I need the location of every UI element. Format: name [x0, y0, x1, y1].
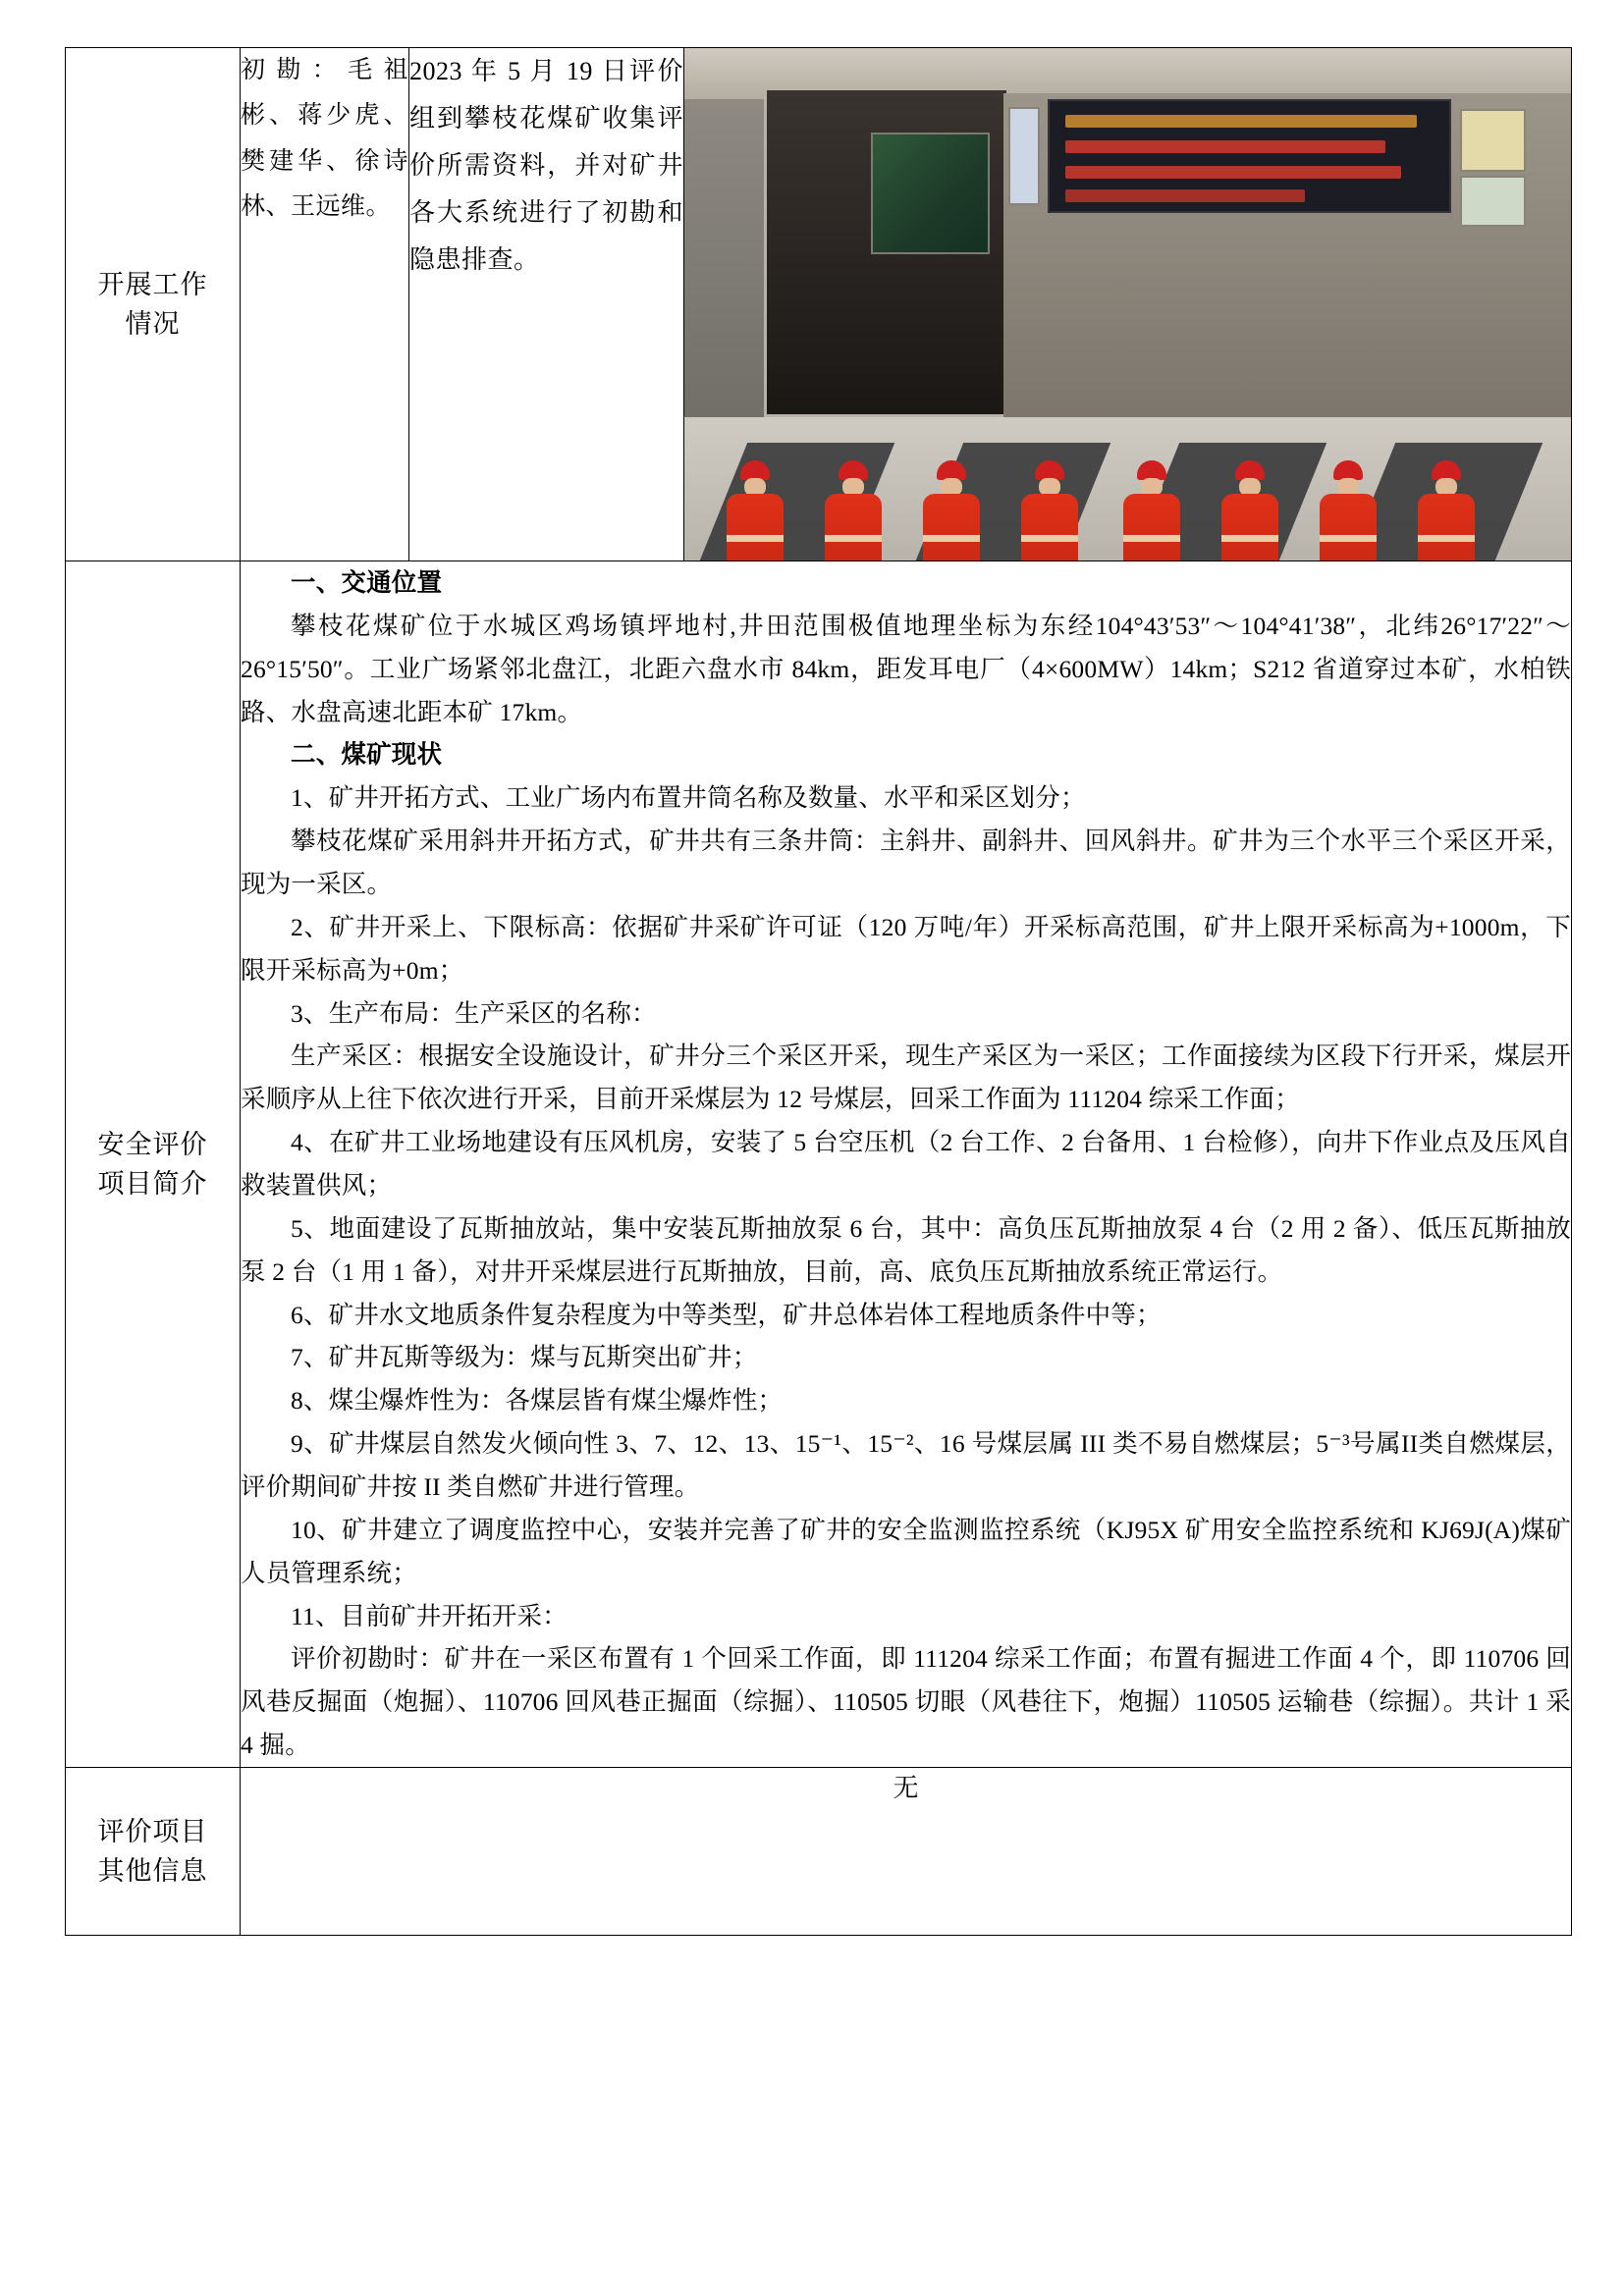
- reflective-stripe: [825, 535, 882, 542]
- project-intro-label-line-2: 项目简介: [97, 1169, 208, 1200]
- other-info-label-line-2: 其他信息: [97, 1856, 208, 1887]
- worker-suit: [1123, 494, 1180, 561]
- banner-text-line-2: [1065, 140, 1384, 153]
- photo-led-banner: [1048, 99, 1450, 213]
- photo-poster-right-bottom: [1460, 176, 1526, 227]
- reflective-stripe: [1021, 535, 1078, 542]
- intro-paragraph: 10、矿井建立了调度监控中心，安装并完善了矿井的安全监测监控系统（KJ95X 矿用安全监控系统和 KJ69J(A)煤矿人员管理系统；: [241, 1515, 1571, 1587]
- intro-paragraph: 生产采区：根据安全设施设计，矿井分三个采区开采，现生产采区为一采区；工作面接续为区段下行开采，煤层开采顺序从上往下依次进行开采，目前开采煤层为 12 号煤层，回采工作面为 111204 综采工作面；: [241, 1041, 1571, 1114]
- worker-suit: [1021, 494, 1078, 561]
- other-info-value: 无: [241, 1768, 1572, 1936]
- intro-paragraph: 二、煤矿现状: [291, 740, 443, 770]
- reflective-stripe: [1418, 535, 1475, 542]
- intro-paragraph: 3、生产布局：生产采区的名称：: [291, 998, 657, 1028]
- intro-paragraph: 11、目前矿井开拓开采：: [291, 1601, 568, 1630]
- worker-suit: [825, 494, 882, 561]
- work-status-label-line-2: 情况: [125, 309, 181, 339]
- intro-paragraph: 2、矿井开采上、下限标高：依据矿井采矿许可证（120 万吨/年）开采标高范围，矿井上限开采标高为+1000m，下限开采标高为+0m；: [241, 912, 1571, 985]
- worker-suit: [1221, 494, 1278, 561]
- photo-wall-mural: [871, 133, 990, 254]
- reflective-stripe: [727, 535, 784, 542]
- table-row-work-status: [66, 48, 1572, 561]
- intro-paragraph: 5、地面建设了瓦斯抽放站，集中安装瓦斯抽放泵 6 台，其中：高负压瓦斯抽放泵 4 台（2 用 2 备）、低压瓦斯抽放泵 2 台（1 用 1 备），对井开采煤层进行瓦斯抽放，目前，高、底负压瓦斯抽放系统正常运行。: [241, 1213, 1571, 1286]
- intro-paragraph: 评价初勘时：矿井在一采区布置有 1 个回采工作面，即 111204 综采工作面；布置有掘进工作面 4 个，即 110706 回风巷反掘面（炮掘）、110706 回风巷正掘面（综掘）、110505 切眼（风巷往下，炮掘）110505 运输巷（综掘）。共计 1 采 4 掘。: [241, 1644, 1571, 1760]
- banner-text-line-3: [1065, 166, 1400, 179]
- reflective-stripe: [1320, 535, 1377, 542]
- worker-suit: [1320, 494, 1377, 561]
- worker-suit: [1418, 494, 1475, 561]
- intro-paragraph: 4、在矿井工业场地建设有压风机房，安装了 5 台空压机（2 台工作、2 台备用、1 台检修），向井下作业点及压风自救装置供风；: [241, 1128, 1571, 1201]
- safety-evaluation-table: [65, 47, 1572, 1936]
- intro-paragraph: 攀枝花煤矿采用斜井开拓方式，矿井共有三条井筒：主斜井、副斜井、回风斜井。矿井为三个水平三个采区开采，现为一采区。: [241, 827, 1571, 899]
- site-photo: [684, 48, 1571, 561]
- intro-paragraph: 8、煤尘爆炸性为：各煤层皆有煤尘爆炸性；: [291, 1386, 784, 1415]
- work-status-photo-cell: [684, 48, 1572, 561]
- row-label-project-intro: [66, 561, 241, 1768]
- intro-paragraph: 攀枝花煤矿位于水城区鸡场镇坪地村,井田范围极值地理坐标为东经104°43′53″～104°41′38″，北纬26°17′22″～26°15′50″。工业广场紧邻北盘江，北距六盘水市 84km，距发耳电厂（4×600MW）14km；S212 省道穿过本矿，水柏铁路、水盘高速北距本矿 17km。: [241, 611, 1571, 726]
- reflective-stripe: [1123, 535, 1180, 542]
- worker-suit: [727, 494, 784, 561]
- table-row-project-intro: [66, 561, 1572, 1768]
- intro-paragraph: 1、矿井开拓方式、工业广场内布置井筒名称及数量、水平和采区划分；: [291, 783, 1086, 813]
- row-label-work-status: [66, 48, 241, 561]
- work-status-names: 初勘：毛祖彬、蒋少虎、樊建华、徐诗林、王远维。: [241, 48, 409, 561]
- photo-poster-left: [1008, 107, 1041, 205]
- photo-wall-left: [684, 99, 764, 472]
- project-intro-body: [241, 561, 1572, 1768]
- work-status-description: 2023 年 5 月 19 日评价组到攀枝花煤矿收集评价所需资料，并对矿井各大系统进行了初勘和隐患排查。: [409, 48, 684, 561]
- work-status-label-line-1: 开展工作: [97, 269, 208, 299]
- row-label-other-info: [66, 1768, 241, 1936]
- project-intro-label-line-1: 安全评价: [97, 1129, 208, 1159]
- intro-paragraph: 7、矿井瓦斯等级为：煤与瓦斯突出矿井；: [291, 1343, 758, 1372]
- other-info-label-line-1: 评价项目: [97, 1816, 208, 1846]
- table-row-other-info: [66, 1768, 1572, 1936]
- reflective-stripe: [1221, 535, 1278, 542]
- reflective-stripe: [923, 535, 980, 542]
- photo-poster-right-top: [1460, 109, 1526, 172]
- worker-suit: [923, 494, 980, 561]
- intro-paragraph: 6、矿井水文地质条件复杂程度为中等类型，矿井总体岩体工程地质条件中等；: [291, 1300, 1162, 1329]
- banner-text-line-4: [1065, 189, 1305, 202]
- intro-paragraph: 一、交通位置: [291, 568, 443, 597]
- intro-paragraph: 9、矿井煤层自然发火倾向性 3、7、12、13、15⁻¹、15⁻²、16 号煤层属 III 类不易自燃煤层；5⁻³号属II类自燃煤层，评价期间矿井按 II 类自燃矿井进行管理。: [241, 1429, 1571, 1502]
- banner-text-line-1: [1065, 115, 1417, 128]
